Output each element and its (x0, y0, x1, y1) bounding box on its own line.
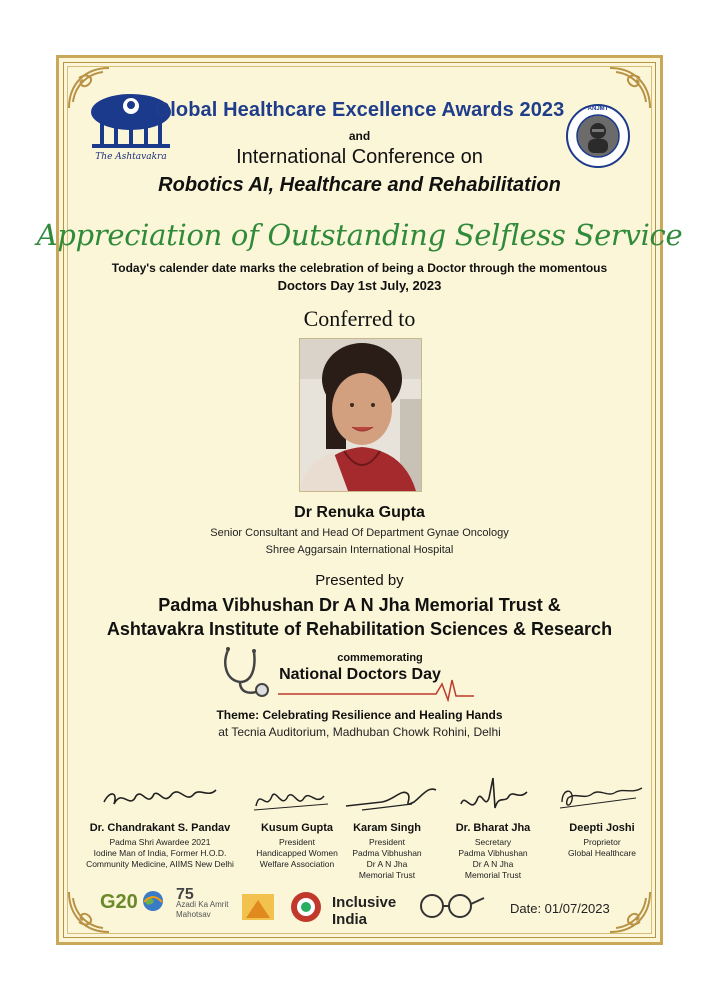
recipient-role: Senior Consultant and Head Of Department Gynae Oncology (210, 527, 509, 539)
conferred-to: Conferred to (303, 306, 416, 331)
right-logo-text: ANJMT (587, 106, 609, 112)
award-subtitle-line1: Today's calender date marks the celebration of being a Doctor through the momentous (111, 261, 608, 275)
signatory-desc: President Padma Vibhushan Dr A N Jha Memorial Trust (352, 837, 422, 880)
commemorating-label: commemorating (337, 652, 423, 664)
signature-deepti (556, 778, 646, 814)
recipient-photo (299, 338, 422, 492)
signature-kusum (252, 782, 332, 818)
signatory-name: Karam Singh (353, 822, 421, 834)
presenter-org-2: Ashtavakra Institute of Rehabilitation Sciences & Research (106, 619, 613, 639)
presented-by-label: Presented by (315, 572, 404, 589)
signatory-desc: Secretary Padma Vibhushan Dr A N Jha Memorial Trust (458, 837, 528, 880)
event-title: Global Healthcare Excellence Awards 2023 (154, 99, 565, 121)
recipient-name: Dr Renuka Gupta (294, 504, 425, 521)
swachh-bharat-glasses-icon (414, 890, 486, 924)
heritage-logo-icon (240, 890, 276, 924)
certificate-date: Date: 01/07/2023 (510, 901, 610, 916)
globe-icon (142, 890, 164, 912)
g20-logo: G20 (100, 890, 168, 924)
seventy-five-mark: 75 (176, 886, 194, 903)
stethoscope-icon (218, 644, 274, 700)
corner-ornament-icon (606, 888, 654, 936)
left-logo-text: The Ashtavakra (95, 152, 167, 162)
signatory-name: Dr. Bharat Jha (455, 822, 531, 834)
event-theme: Theme: Celebrating Resilience and Healing Hands (216, 708, 503, 722)
signatory-pandav (80, 822, 240, 870)
signatory-desc: Padma Shri Awardee 2021 Iodine Man of India, Former H.O.D. Community Medicine, AIIMS New Delhi (86, 837, 234, 869)
emblem-logo-icon (289, 890, 323, 924)
recipient-hospital: Shree Aggarsain International Hospital (265, 544, 454, 556)
presenter-org-1: Padma Vibhushan Dr A N Jha Memorial Trust & (158, 595, 561, 615)
signatory-name: Dr. Chandrakant S. Pandav (89, 822, 231, 834)
signatory-deepti (522, 822, 682, 859)
signature-karam (342, 780, 442, 816)
inclusive-india-logo: Inclusive India (332, 894, 397, 928)
conference-theme: Robotics AI, Healthcare and Rehabilitation (158, 174, 561, 196)
signatory-desc: President Handicapped Women Welfare Association (256, 837, 338, 869)
signature-pandav (100, 780, 220, 816)
amrit-mahotsav-logo: 75 Azadi Ka Amrit Mahotsav (176, 890, 238, 924)
award-subtitle-line2: Doctors Day 1st July, 2023 (277, 278, 442, 293)
national-doctors-day: National Doctors Day (279, 666, 441, 683)
event-venue: at Tecnia Auditorium, Madhuban Chowk Rohini, Delhi (218, 725, 501, 739)
signature-bharat (455, 774, 535, 818)
award-title: Appreciation of Outstanding Selfless Service (36, 218, 683, 252)
signatory-desc: Proprietor Global Healthcare (567, 837, 637, 858)
signatory-name: Kusum Gupta (260, 822, 334, 834)
and-text: and (348, 129, 371, 143)
signatory-name: Deepti Joshi (569, 822, 635, 834)
heartbeat-line-icon (276, 676, 476, 702)
conference-title: International Conference on (236, 146, 483, 168)
